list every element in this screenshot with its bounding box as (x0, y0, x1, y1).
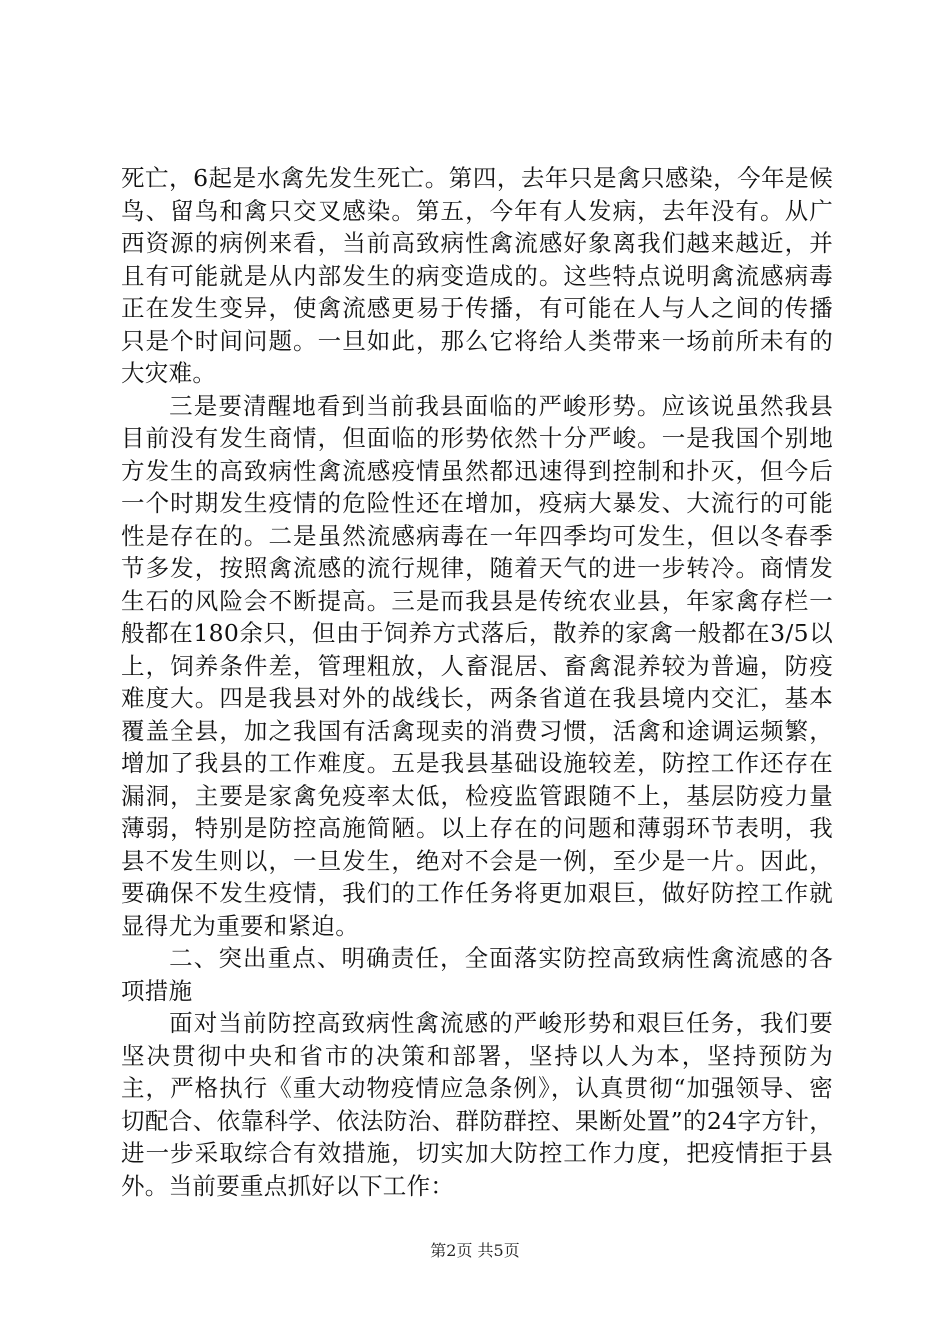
paragraph-situation: 三是要清醒地看到当前我县面临的严峻形势。应该说虽然我县目前没有发生商情，但面临的形势依然十分严峻。一是我国个别地方发生的高致病性禽流感疫情虽然都迅速得到控制和扑灭，但今后一个时期发生疫情的危险性还在增加，疫病大暴发、大流行的可能性是存在的。二是虽然流感病毒在一年四季均可发生，但以冬春季节多发，按照禽流感的流行规律，随着天气的进一步转冷。商情发生石的风险会不断提高。三是而我县是传统农业县，年家禽存栏一般都在180余只，但由于饲养方式落后，散养的家禽一般都在3/5以上，饲养条件差，管理粗放，人畜混居、畜禽混养较为普遍，防疫难度大。四是我县对外的战线长，两条省道在我县境内交汇，基本覆盖全县，加之我国有活禽现卖的消费习惯，活禽和途调运频繁，增加了我县的工作难度。五是我县基础设施较差，防控工作还存在漏洞，主要是家禽免疫率太低，检疫监管跟随不上，基层防疫力量薄弱，特别是防控高施简陋。以上存在的问题和薄弱环节表明，我县不发生则以，一旦发生，绝对不会是一例，至少是一片。因此，要确保不发生疫情，我们的工作任务将更加艰巨，做好防控工作就显得尤为重要和紧迫。 (121, 391, 833, 940)
paragraph-measures: 面对当前防控高致病性禽流感的严峻形势和艰巨任务，我们要坚决贯彻中央和省市的决策和部署，坚持以人为本，坚持预防为主，严格执行《重大动物疫情应急条例》，认真贯彻“加强领导、密切配合、依靠科学、依法防治、群防群控、果断处置”的24字方针，进一步采取综合有效措施，切实加大防控工作力度，把疫情拒于县外。当前要重点抓好以下工作： (121, 1009, 833, 1200)
section-heading: 二、突出重点、明确责任，全面落实防控高致病性禽流感的各项措施 (121, 944, 833, 1005)
document-body (121, 162, 833, 1202)
page-number-footer: 第2页 共5页 (430, 1241, 520, 1260)
paragraph-continuation: 死亡，6起是水禽先发生死亡。第四，去年只是禽只感染，今年是候鸟、留鸟和禽只交叉感染。第五，今年有人发病，去年没有。从广西资源的病例来看，当前高致病性禽流感好象离我们越来越近，并且有可能就是从内部发生的病变造成的。这些特点说明禽流感病毒正在发生变异，使禽流感更易于传播，有可能在人与人之间的传播只是个时间问题。一旦如此，那么它将给人类带来一场前所未有的大灾难。 (121, 164, 833, 387)
